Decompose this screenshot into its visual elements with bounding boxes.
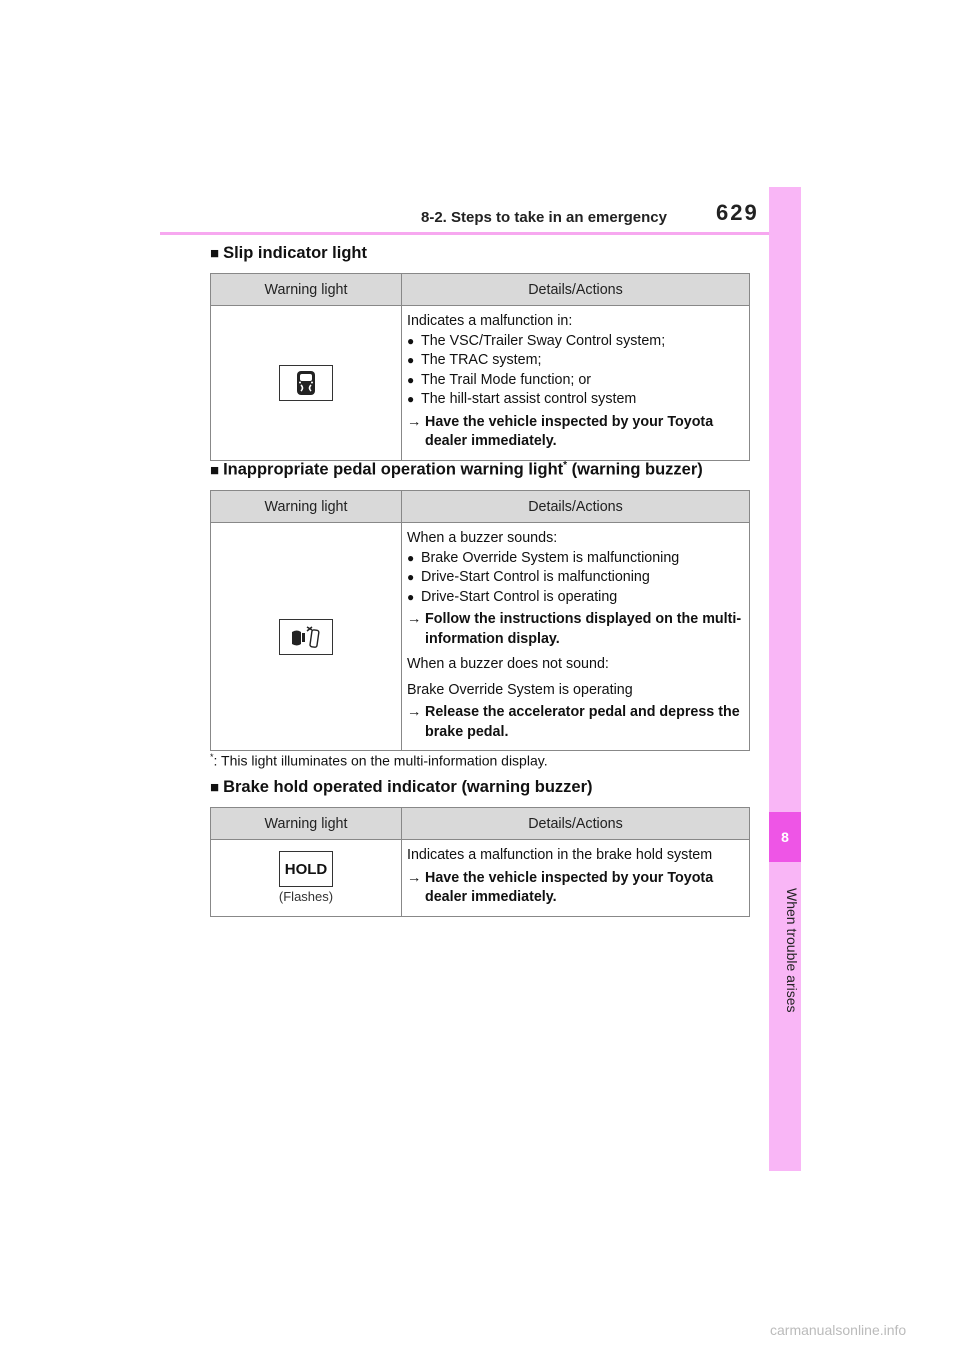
table-header-row: [211, 808, 750, 840]
slip-indicator-icon: [279, 365, 333, 401]
col-warning-light: Warning light: [211, 274, 402, 306]
table-header-row: [211, 274, 750, 306]
footnote-text: : This light illuminates on the multi-information display.: [213, 752, 548, 769]
list-item: ● The TRAC system;: [407, 351, 745, 371]
section-title: Brake hold operated indicator (warning buzzer): [223, 778, 593, 796]
footnote-marker: *: [563, 460, 568, 471]
chapter-number: 8: [769, 812, 801, 862]
table-header-row: [211, 491, 750, 523]
pedal-warning-table: [210, 490, 750, 751]
details-intro-2: When a buzzer does not sound:: [407, 656, 609, 672]
list-item: ● The VSC/Trailer Sway Control system;: [407, 332, 745, 352]
col-warning-light: Warning light: [211, 808, 402, 840]
list-item: ● The hill-start assist control system: [407, 390, 745, 410]
section-title: Slip indicator light: [223, 244, 367, 262]
details-cell: [402, 840, 750, 917]
header-title: 8-2. Steps to take in an emergency: [421, 209, 667, 226]
details-cell: [402, 523, 750, 751]
list-item: ● The Trail Mode function; or: [407, 371, 745, 391]
brake-hold-table: [210, 807, 750, 917]
section-heading-brake-hold: [210, 778, 593, 797]
list-item: ● Drive-Start Control is malfunctioning: [407, 568, 745, 588]
col-details-actions: Details/Actions: [402, 808, 750, 840]
action-text: → Have the vehicle inspected by your Toyota dealer immediately.: [407, 869, 745, 908]
col-details-actions: Details/Actions: [402, 274, 750, 306]
section-heading-pedal: [210, 460, 703, 480]
list-item: ● Drive-Start Control is operating: [407, 588, 745, 608]
details-intro: When a buzzer sounds:: [407, 530, 558, 546]
table-row: [211, 523, 750, 751]
page-header: [0, 0, 960, 240]
hold-indicator-icon: [279, 851, 333, 887]
action-text-2: → Release the accelerator pedal and depress the brake pedal.: [407, 703, 745, 742]
action-text: → Follow the instructions displayed on the multi-information display.: [407, 610, 745, 649]
section-title-suffix: (warning buzzer): [567, 460, 703, 479]
table-row: [211, 840, 750, 917]
slip-indicator-table: [210, 273, 750, 461]
list-item: ● Brake Override System is malfunctioning: [407, 549, 745, 569]
icon-caption: (Flashes): [278, 889, 334, 905]
pedal-warning-icon: [279, 619, 333, 655]
hold-icon-text: HOLD: [284, 860, 328, 878]
col-warning-light: Warning light: [211, 491, 402, 523]
action-text: → Have the vehicle inspected by your Toyota dealer immediately.: [407, 413, 745, 452]
watermark: carmanualsonline.info: [770, 1322, 907, 1338]
warning-light-cell: [211, 523, 402, 751]
col-details-actions: Details/Actions: [402, 491, 750, 523]
details-line-2: Brake Override System is operating: [407, 681, 633, 698]
warning-light-cell: [211, 840, 402, 917]
header-rule: [160, 232, 769, 235]
square-bullet-icon: ■: [210, 779, 220, 796]
square-bullet-icon: ■: [210, 461, 220, 479]
details-intro: Indicates a malfunction in the brake hold system: [407, 847, 713, 863]
section-title: Inappropriate pedal operation warning light: [223, 460, 564, 479]
footnote-marker: *: [210, 752, 214, 762]
section-heading-slip: [210, 244, 367, 263]
page-number: 629: [716, 200, 759, 225]
table-row: [211, 306, 750, 461]
footnote: [210, 752, 548, 769]
details-intro: Indicates a malfunction in:: [407, 313, 573, 329]
chapter-label: When trouble arises: [784, 887, 800, 1013]
details-cell: [402, 306, 750, 461]
square-bullet-icon: ■: [210, 245, 220, 262]
warning-light-cell: [211, 306, 402, 461]
